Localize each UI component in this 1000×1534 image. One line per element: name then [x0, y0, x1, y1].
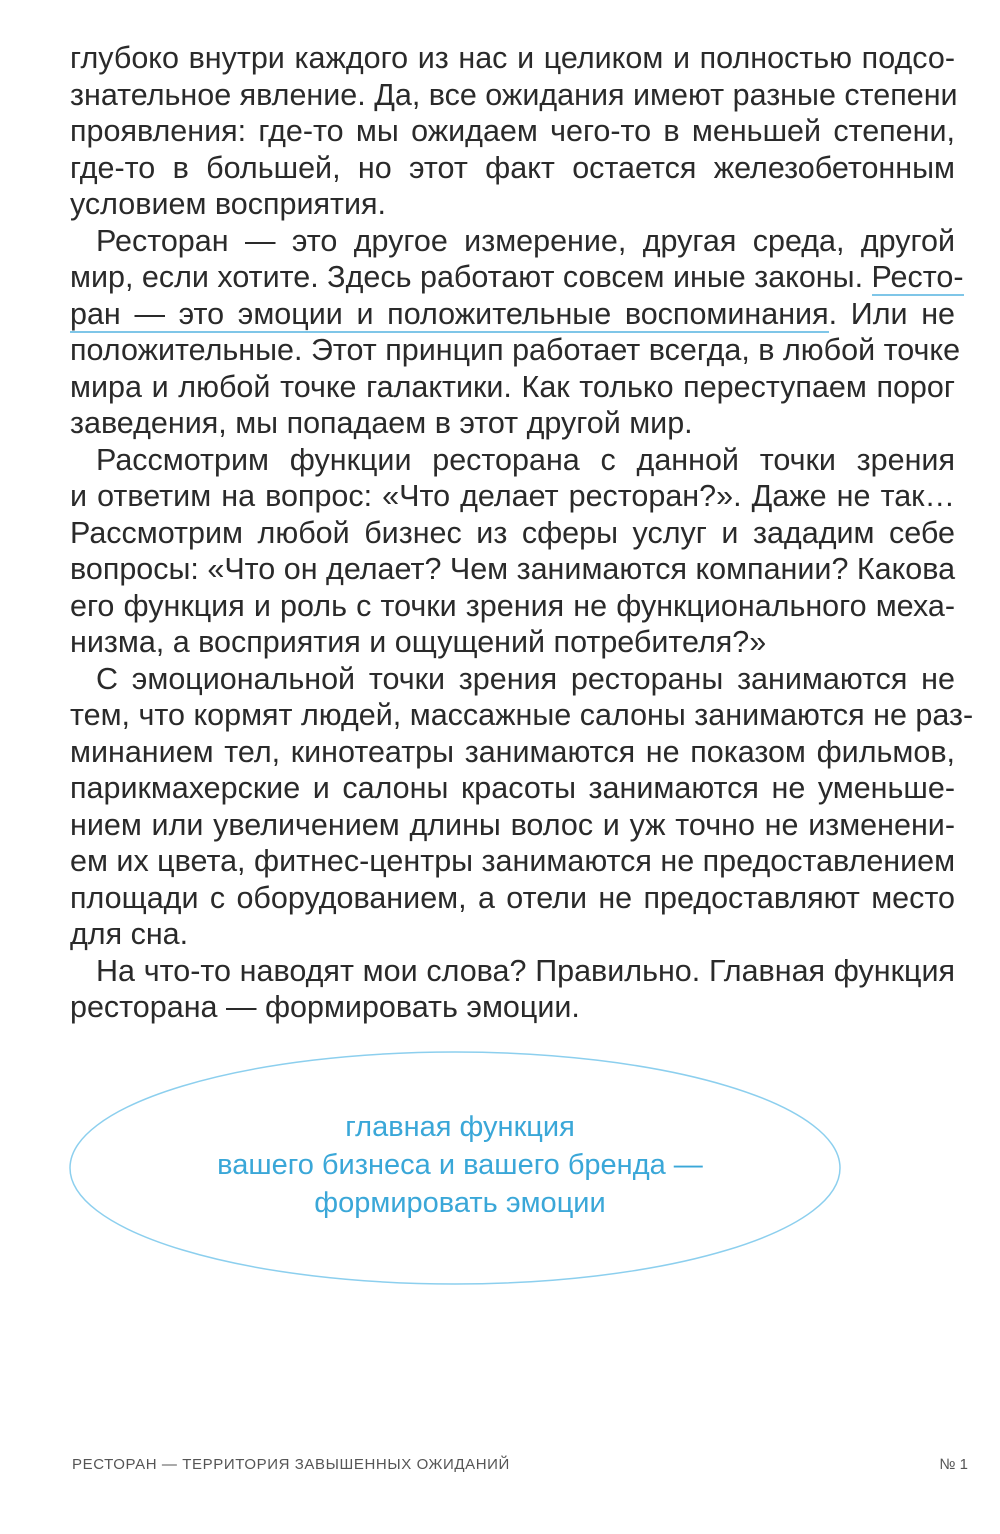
callout-line: вашего бизнеса и вашего бренда —	[217, 1149, 703, 1181]
text-line: парикмахерские и салоны красоты занимаются не уменьше-	[70, 771, 955, 805]
text-line: знательное явление. Да, все ожидания имеют разные степени	[70, 77, 958, 112]
text-line: ресторана — формировать эмоции.	[70, 990, 580, 1024]
text-line: Рассмотрим функции ресторана с данной точки зрения	[96, 442, 955, 477]
text-line: вопросы: «Что он делает? Чем занимаются компании? Какова	[70, 552, 956, 586]
text-line: На что-то наводят мои слова? Правильно. Главная функция	[96, 953, 955, 988]
text-line: минанием тел, кинотеатры занимаются не показом фильмов,	[70, 734, 955, 769]
text-line: глубоко внутри каждого из нас и целиком и полностью подсо-	[70, 41, 955, 75]
text-fragment: мир, если хотите. Здесь работают совсем иные законы.	[70, 260, 864, 294]
text-line: ем их цвета, фитнес-центры занимаются не предоставлением	[70, 844, 956, 878]
text-line: Ресторан — это другое измерение, другая среда, другой	[96, 223, 955, 258]
running-footer-title: РЕСТОРАН — ТЕРРИТОРИЯ ЗАВЫШЕННЫХ ОЖИДАНИЙ	[72, 1456, 510, 1473]
callout-line: формировать эмоции	[314, 1187, 606, 1219]
text-line: положительные. Этот принцип работает всегда, в любой точке	[70, 333, 961, 367]
text-line: Рассмотрим любой бизнес из сферы услуг и зададим себе	[70, 515, 955, 550]
text-line: и ответим на вопрос: «Что делает ресторан?». Даже не так…	[70, 479, 955, 513]
page-number: № 1	[939, 1456, 968, 1473]
text-line: площади с оборудованием, а отели не предоставляют место	[70, 880, 955, 915]
text-line: тем, что кормят людей, массажные салоны занимаются не раз-	[70, 698, 974, 732]
text-line: проявления: где-то мы ожидаем чего-то в меньшей степени,	[70, 114, 955, 148]
text-line: его функция и роль с точки зрения не функционального меха-	[70, 588, 955, 623]
callout-line: главная функция	[345, 1111, 575, 1143]
text-line: условием восприятия.	[70, 187, 387, 221]
text-line: низма, а восприятия и ощущений потребителя?»	[70, 625, 767, 659]
text-line: где-то в большей, но этот факт остается железобетонным	[70, 150, 955, 185]
text-line: заведения, мы попадаем в этот другой мир.	[70, 406, 693, 440]
text-line: мира и любой точке галактики. Как только переступаем порог	[70, 369, 955, 404]
callout-quote	[150, 1108, 770, 1222]
highlighted-phrase: ран — это эмоции и положительные воспоминания	[70, 296, 829, 331]
text-line: С эмоциональной точки зрения рестораны занимаются не	[96, 661, 955, 696]
text-line: для сна.	[70, 917, 189, 951]
text-line: нием или увеличением длины волос и уж точно не изменени-	[70, 807, 955, 842]
text-fragment: . Или не	[828, 296, 956, 331]
highlighted-phrase: Ресто-	[871, 260, 964, 294]
